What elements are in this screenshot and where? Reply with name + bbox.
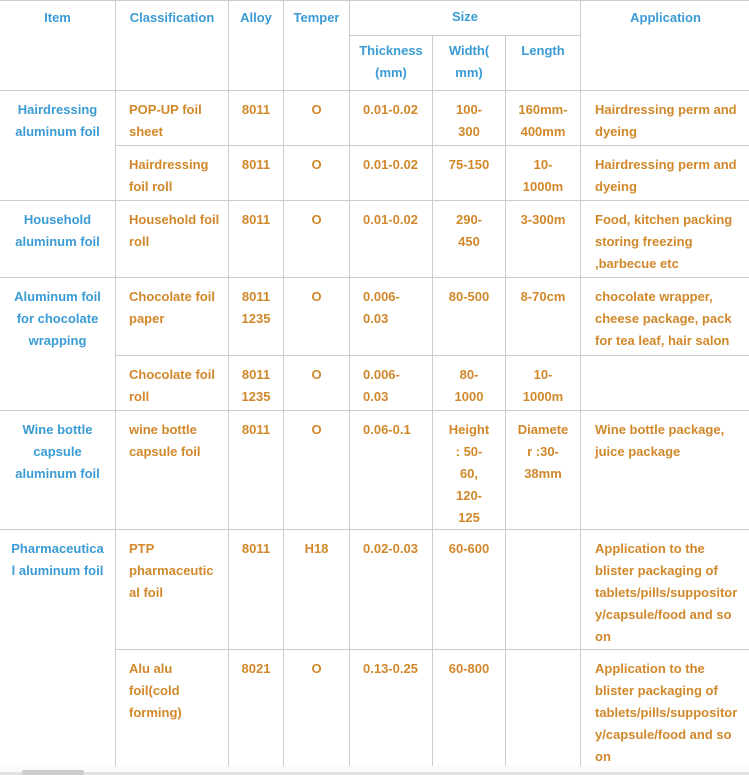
classification-cell: Hairdressing foil roll	[116, 146, 229, 201]
alloy-cell: 8011	[229, 411, 284, 530]
classification-cell: Alu alu foil(cold forming)	[116, 650, 229, 769]
col-header-width: Width( mm)	[433, 36, 506, 91]
temper-cell: O	[284, 650, 350, 769]
col-header-thickness: Thickness (mm)	[350, 36, 433, 91]
temper-cell: H18	[284, 530, 350, 650]
classification-cell: PTP pharmaceutical foil	[116, 530, 229, 650]
alloy-cell: 8011 1235	[229, 278, 284, 356]
table-row	[0, 201, 749, 278]
width-cell: 80-500	[433, 278, 506, 356]
length-cell	[506, 650, 581, 769]
item-cell: Wine bottle capsule aluminum foil	[0, 411, 116, 530]
classification-cell: Chocolate foil roll	[116, 356, 229, 411]
application-cell: Hairdressing perm and dyeing	[581, 146, 749, 201]
length-cell: 10-1000m	[506, 146, 581, 201]
length-cell: Diameter :30-38mm	[506, 411, 581, 530]
application-cell	[581, 356, 749, 411]
col-header-application: Application	[581, 1, 749, 91]
col-header-temper: Temper	[284, 1, 350, 91]
item-cell: Pharmaceutical aluminum foil	[0, 530, 116, 769]
item-cell: Aluminum foil for chocolate wrapping	[0, 278, 116, 411]
length-cell: 3-300m	[506, 201, 581, 278]
table-row	[0, 411, 749, 530]
width-cell: 60-600	[433, 530, 506, 650]
application-cell: Application to the blister packaging of tablets/pills/suppository/capsule/food and so on	[581, 530, 749, 650]
table-row	[0, 278, 749, 356]
thickness-cell: 0.006-0.03	[350, 356, 433, 411]
width-cell: 290-450	[433, 201, 506, 278]
alloy-cell: 8011	[229, 530, 284, 650]
alloy-cell: 8011	[229, 91, 284, 146]
col-header-alloy: Alloy	[229, 1, 284, 91]
classification-cell: POP-UP foil sheet	[116, 91, 229, 146]
item-cell: Household aluminum foil	[0, 201, 116, 278]
item-cell: Hairdressing aluminum foil	[0, 91, 116, 201]
width-cell: Height : 50-60, 120-125	[433, 411, 506, 530]
col-header-item: Item	[0, 1, 116, 91]
width-cell: 60-800	[433, 650, 506, 769]
alloy-cell: 8011	[229, 201, 284, 278]
length-cell	[506, 530, 581, 650]
thickness-cell: 0.01-0.02	[350, 201, 433, 278]
temper-cell: O	[284, 356, 350, 411]
application-cell: Wine bottle package, juice package	[581, 411, 749, 530]
thickness-cell: 0.13-0.25	[350, 650, 433, 769]
temper-cell: O	[284, 201, 350, 278]
width-cell: 100-300	[433, 91, 506, 146]
classification-cell: wine bottle capsule foil	[116, 411, 229, 530]
application-cell: chocolate wrapper, cheese package, pack for tea leaf, hair salon	[581, 278, 749, 356]
temper-cell: O	[284, 411, 350, 530]
thickness-cell: 0.006-0.03	[350, 278, 433, 356]
application-cell: Hairdressing perm and dyeing	[581, 91, 749, 146]
alloy-cell: 8021	[229, 650, 284, 769]
col-header-size: Size	[350, 1, 581, 36]
table-row	[0, 91, 749, 146]
thickness-cell: 0.06-0.1	[350, 411, 433, 530]
table-row	[0, 530, 749, 650]
length-cell: 8-70cm	[506, 278, 581, 356]
alloy-cell: 8011	[229, 146, 284, 201]
width-cell: 75-150	[433, 146, 506, 201]
alloy-cell: 8011 1235	[229, 356, 284, 411]
thickness-cell: 0.02-0.03	[350, 530, 433, 650]
thickness-cell: 0.01-0.02	[350, 146, 433, 201]
classification-cell: Chocolate foil paper	[116, 278, 229, 356]
temper-cell: O	[284, 91, 350, 146]
application-cell: Food, kitchen packing storing freezing ,barbecue etc	[581, 201, 749, 278]
length-cell: 10-1000m	[506, 356, 581, 411]
col-header-length: Length	[506, 36, 581, 91]
horizontal-scrollbar	[0, 766, 749, 775]
temper-cell: O	[284, 146, 350, 201]
application-cell: Application to the blister packaging of tablets/pills/suppository/capsule/food and so on	[581, 650, 749, 769]
classification-cell: Household foil roll	[116, 201, 229, 278]
scrollbar-thumb[interactable]	[22, 770, 84, 775]
width-cell: 80-1000	[433, 356, 506, 411]
col-header-classification: Classification	[116, 1, 229, 91]
thickness-cell: 0.01-0.02	[350, 91, 433, 146]
length-cell: 160mm-400mm	[506, 91, 581, 146]
temper-cell: O	[284, 278, 350, 356]
